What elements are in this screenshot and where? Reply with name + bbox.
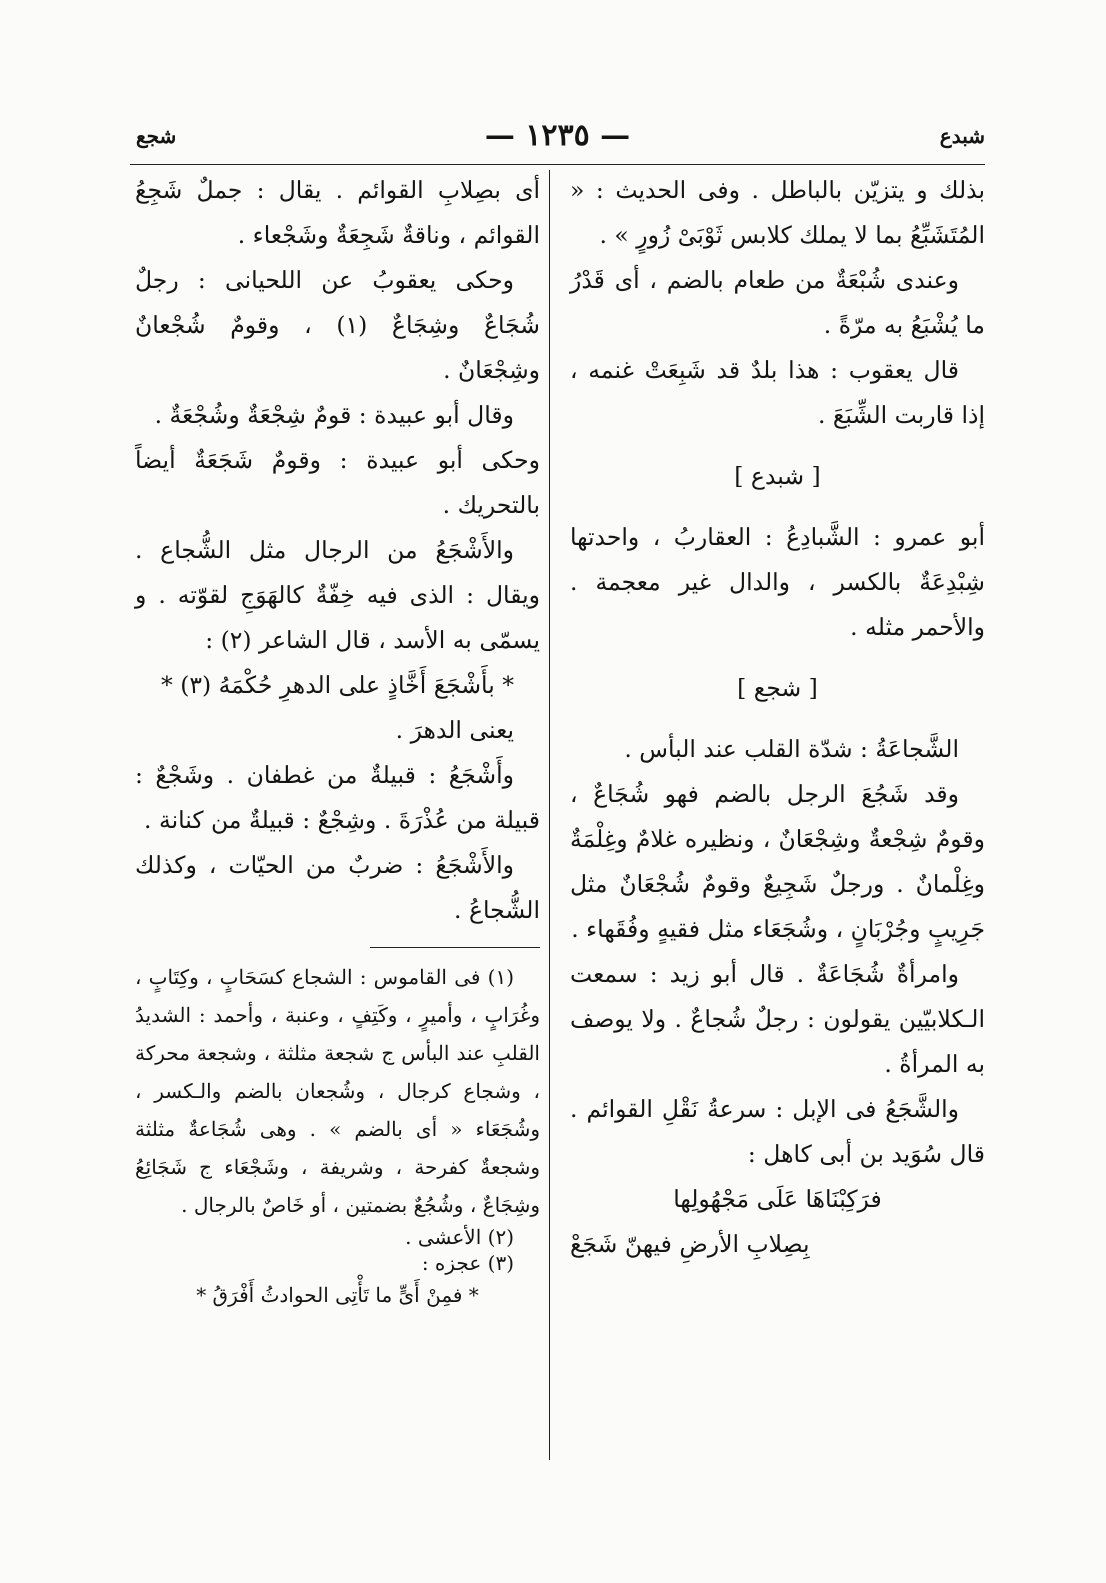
paragraph: أى بصِلابِ القوائم . يقال : جملٌ شَجِعُ القوائم ، وناقةٌ شَجِعَةٌ وشَجْعاء . bbox=[135, 176, 540, 249]
paragraph: يعنى الدهرَ . bbox=[395, 716, 514, 744]
verse-line: * بأَشْجَعَ أَخَّاذٍ على الدهرِ حُكْمَهُ (٣) * bbox=[161, 671, 514, 699]
paragraph: وقال أبو عبيدة : قومٌ شِجْعَةٌ وشُجْعَةٌ . bbox=[154, 401, 514, 429]
verse-line: فرَكِبْنَاهَا عَلَى مَجْهُولِها bbox=[673, 1185, 882, 1213]
footnote: (٢) الأعشى . bbox=[405, 1225, 514, 1249]
paragraph: أبو عمرو : الشَّبادِعُ : العقاربُ ، واحدتها شِبْدِعَةٌ بالكسر ، والدال غير معجمة . والأحمر مثله . bbox=[570, 523, 985, 641]
column-divider bbox=[549, 170, 550, 1460]
paragraph: وعندى شُبْعَةٌ من طعام بالضم ، أى قَدْرُ ما يُشْبَعُ به مرّةً . bbox=[570, 266, 985, 339]
header-right-word: شبدع bbox=[939, 124, 985, 148]
paragraph: وامرأةٌ شُجَاعَةٌ . قال أبو زيد : سمعت الـكلابيّين يقولون : رجلٌ شُجاعٌ . ولا يوصف به المرأةُ . bbox=[570, 960, 985, 1078]
footnote-verse: * فمِنْ أَىٍّ ما تَأْتِى الحوادثُ أَفْرَقُ * bbox=[196, 1283, 479, 1307]
paragraph: والأَشْجَعُ من الرجال مثل الشُّجاع . ويقال : الذى فيه خِفّةٌ كالهَوَجِ لقوّته . و يسمّى به الأسد ، قال الشاعر (٢) : bbox=[135, 536, 540, 654]
page-number: — ١٢٣٥ — bbox=[484, 118, 631, 153]
footnote-rule bbox=[370, 947, 540, 948]
paragraph: والأَشْجَعُ : ضربٌ من الحيّات ، وكذلك الشُّجاعُ . bbox=[135, 851, 540, 924]
paragraph: وحكى يعقوبُ عن اللحيانى : رجلٌ شُجَاعٌ وشِجَاعٌ (١) ، وقومٌ شُجْعانٌ وشِجْعَانٌ . bbox=[135, 266, 540, 384]
footnote: (١) فى القاموس : الشجاع كسَحَابٍ ، وكِتَابٍ ، وغُرَابٍ ، وأميرٍ ، وكَتِفٍ ، وعنبة ، وأحمد : الشديدُ القلبِ عند البأس ج شجعة مثلثة ، وشجعة محركة ، وشجاع كرجال ، وشُجعان بالضم والـكسر ، وشُجَعَاء « أى بالضم » . وهى شُجَاعةٌ مثلثة وشجعةٌ كفرحة ، وشريفة ، وشَجْعَاء ج شَجَائِعُ وشِجَاعٌ ، وشُجُعٌ بضمتين ، أو خَاصٌ بالرجال . bbox=[135, 965, 540, 1217]
paragraph: الشَّجاعَةُ : شدّة القلب عند البأس . bbox=[624, 735, 959, 763]
verse-line: بِصِلابِ الأرضِ فيهنّ شَجَعْ bbox=[570, 1230, 810, 1258]
left-column bbox=[135, 168, 540, 1314]
paragraph: وقد شَجُعَ الرجل بالضم فهو شُجَاعٌ ، وقومٌ شِجْعةٌ وشِجْعَانٌ ، ونظيره غلامٌ وغِلْمَةٌ وغِلْمانٌ . ورجلٌ شَجِيعٌ وقومٌ شُجْعَانٌ مثل جَرِيبٍ وجُرْبَانٍ ، وشُجَعَاء مثل فقيهٍ وفُقَهاء . bbox=[570, 780, 985, 943]
paragraph: وحكى أبو عبيدة : وقومٌ شَجَعَةٌ أيضاً بالتحريك . bbox=[135, 446, 540, 519]
header-left-word: شجع bbox=[136, 124, 177, 148]
footnote: (٣) عجزه : bbox=[421, 1251, 514, 1275]
right-column bbox=[570, 168, 985, 1267]
paragraph: قال يعقوب : هذا بلدٌ قد شَبِعَتْ غنمه ، إذا قاربت الشِّبَعَ . bbox=[570, 356, 985, 429]
entry-heading: [ شبدع ] bbox=[734, 462, 821, 490]
entry-heading: [ شجع ] bbox=[737, 674, 818, 702]
paragraph: وأَشْجَعُ : قبيلةٌ من غطفان . وشَجْعٌ : قبيلة من عُذْرَةَ . وشِجْعٌ : قبيلةٌ من كنانة . bbox=[135, 761, 540, 834]
paragraph: بذلك و يتزيّن بالباطل . وفى الحديث : « المُتَشَبِّعُ بما لا يملك كلابس ثَوْبَىْ زُورٍ » . bbox=[570, 176, 985, 249]
page-header bbox=[130, 118, 985, 165]
paragraph: والشَّجَعُ فى الإبل : سرعةُ نَقْلِ القوائم . قال سُوَيد بن أبى كاهل : bbox=[570, 1095, 985, 1168]
